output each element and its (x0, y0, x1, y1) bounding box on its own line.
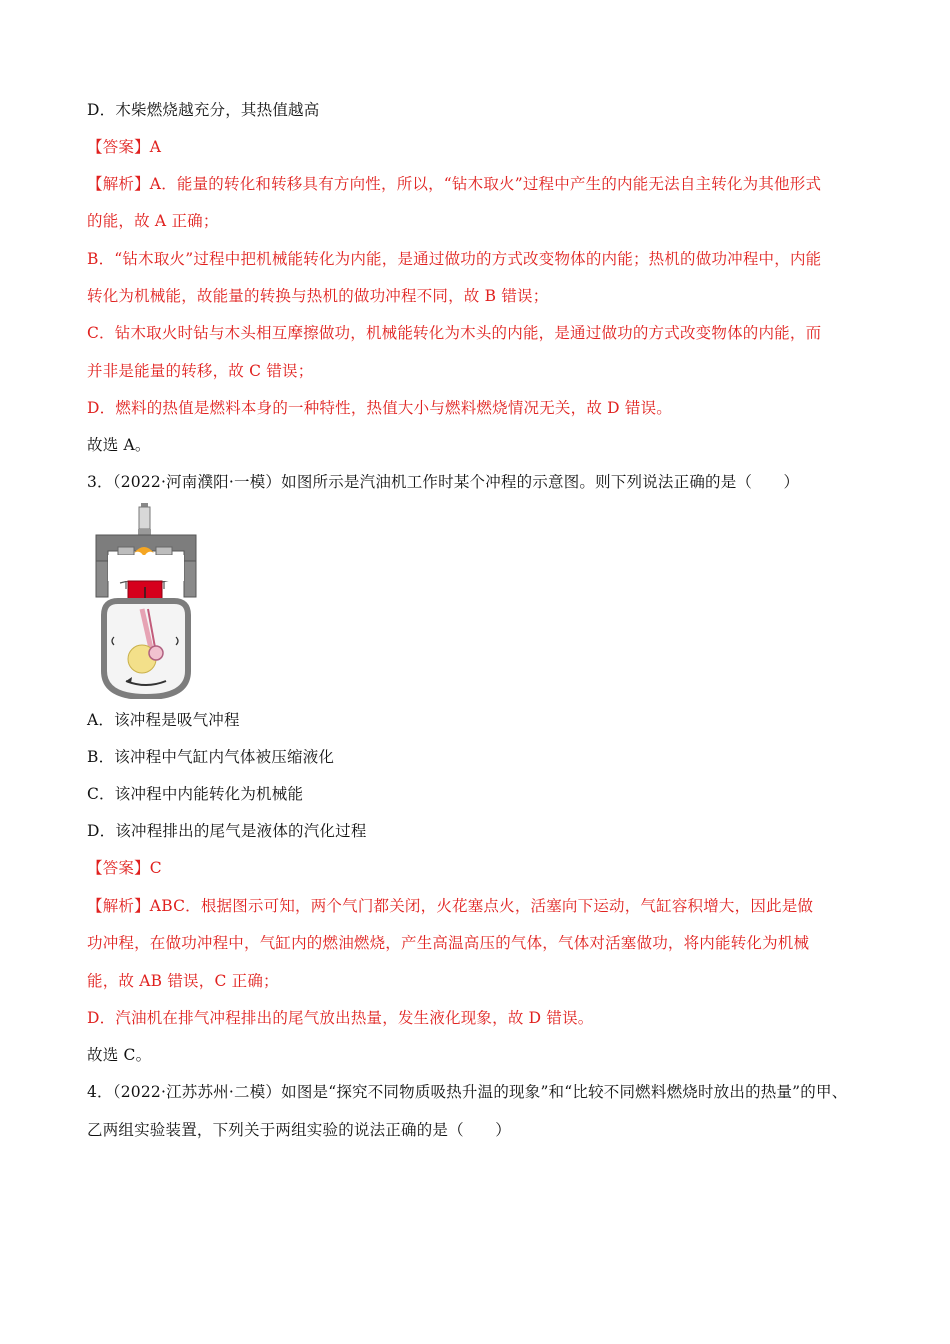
question-stem: 乙两组实验装置，下列关于两组实验的说法正确的是（ ） (87, 1121, 511, 1139)
analysis-line: 的能，故 A 正确； (87, 212, 219, 230)
option-d: D．木柴燃烧越充分，其热值越高 (87, 101, 320, 119)
analysis-line: 【解析】ABC．根据图示可知，两个气门都关闭，火花塞点火，活塞向下运动，气缸容积增大，因此是做 (87, 897, 814, 915)
analysis-line: 并非是能量的转移，故 C 错误； (87, 362, 314, 380)
analysis-line: D．燃料的热值是燃料本身的一种特性，热值大小与燃料燃烧情况无关，故 D 错误。 (87, 399, 673, 417)
answer-label: 【答案】C (87, 859, 162, 877)
analysis-line: B．“钻木取火”过程中把机械能转化为内能，是通过做功的方式改变物体的内能；热机的做功冲程中，内能 (87, 250, 822, 268)
answer-label: 【答案】A (87, 138, 162, 156)
option-d: D．该冲程排出的尾气是液体的汽化过程 (87, 822, 367, 840)
option-c: C．该冲程中内能转化为机械能 (87, 785, 304, 803)
analysis-line: D．汽油机在排气冲程排出的尾气放出热量，发生液化现象，故 D 错误。 (87, 1009, 594, 1027)
option-a: A．该冲程是吸气冲程 (87, 711, 240, 729)
analysis-line: C．钻木取火时钻与木头相互摩擦做功，机械能转化为木头的内能，是通过做功的方式改变物体的内能，而 (87, 324, 822, 342)
engine-stroke-diagram-icon (90, 503, 202, 699)
analysis-line: 功冲程，在做功冲程中，气缸内的燃油燃烧，产生高温高压的气体，气体对活塞做功，将内能转化为机械 (87, 934, 810, 952)
question-stem: 4．（2022·江苏苏州·二模）如图是“探究不同物质吸热升温的现象”和“比较不同燃料燃烧时放出的热量”的甲、 (87, 1083, 848, 1101)
conclusion: 故选 A。 (87, 436, 151, 454)
analysis-line: 转化为机械能，故能量的转换与热机的做功冲程不同，故 B 错误； (87, 287, 549, 305)
analysis-line: 能，故 AB 错误，C 正确； (87, 972, 279, 990)
conclusion: 故选 C。 (87, 1046, 152, 1064)
option-b: B．该冲程中气缸内气体被压缩液化 (87, 748, 335, 766)
analysis-line: 【解析】A．能量的转化和转移具有方向性，所以，“钻木取火”过程中产生的内能无法自主转化为其他形式 (87, 175, 822, 193)
question-stem: 3．（2022·河南濮阳·一模）如图所示是汽油机工作时某个冲程的示意图。则下列说法正确的是（ ） (87, 473, 800, 491)
